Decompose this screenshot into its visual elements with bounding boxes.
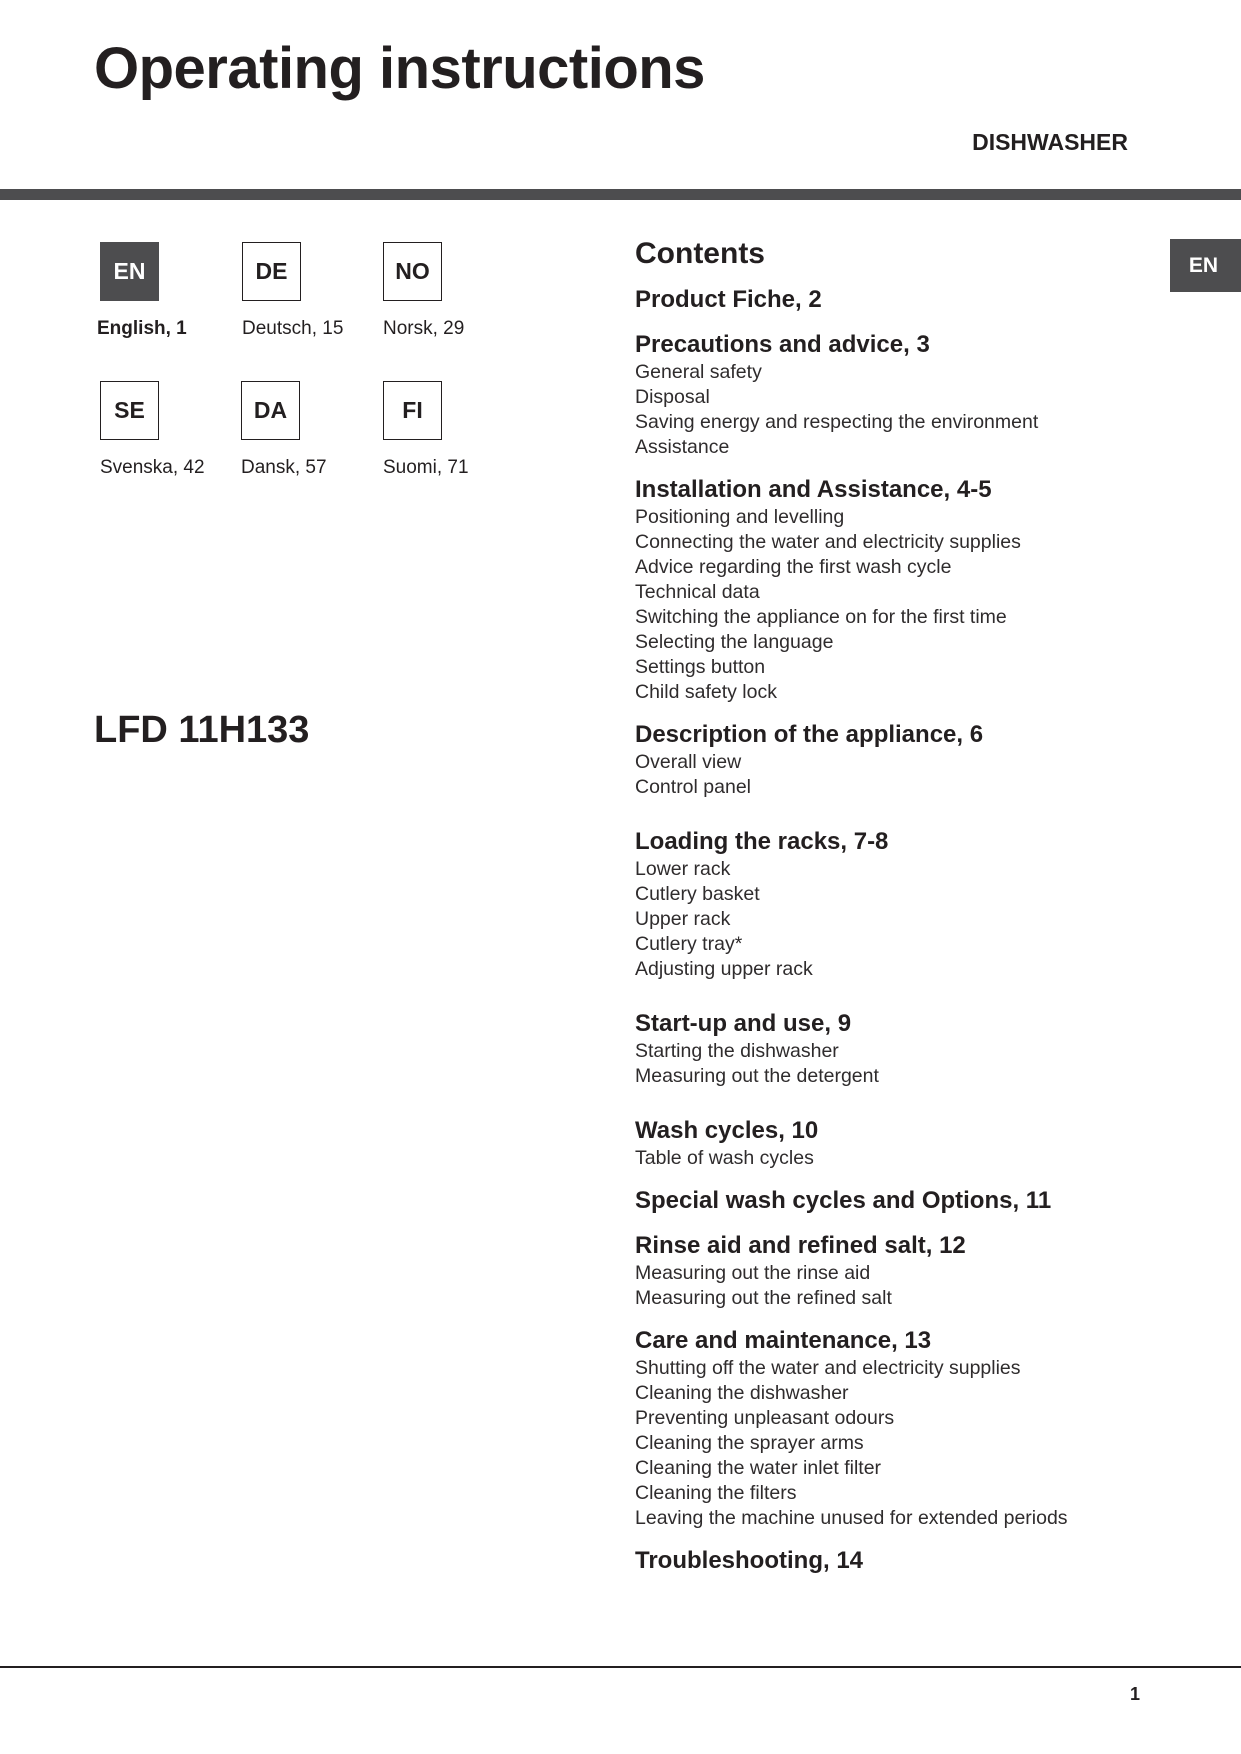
toc-sub-item[interactable]: Preventing unpleasant odours <box>635 1407 895 1429</box>
toc-section-title[interactable]: Product Fiche, 2 <box>635 286 822 313</box>
toc-sub-item[interactable]: Disposal <box>635 386 710 408</box>
language-label: Suomi, 71 <box>383 457 469 478</box>
language-code-box: FI <box>383 381 442 440</box>
language-tab: EN <box>1170 239 1241 292</box>
language-item-en[interactable] <box>97 242 250 340</box>
toc-sub-item[interactable]: Leaving the machine unused for extended periods <box>635 1507 1068 1529</box>
toc-sub-item[interactable]: Upper rack <box>635 908 731 930</box>
toc-sub-item[interactable]: Measuring out the detergent <box>635 1065 879 1087</box>
page-title: Operating instructions <box>94 36 705 101</box>
table-of-contents <box>635 236 1195 1576</box>
toc-sub-item[interactable]: Advice regarding the first wash cycle <box>635 556 952 578</box>
language-label: Deutsch, 15 <box>242 318 344 339</box>
toc-section-title[interactable]: Special wash cycles and Options, 11 <box>635 1187 1052 1214</box>
language-item-fi[interactable] <box>383 381 533 479</box>
language-code-box: EN <box>100 242 159 301</box>
language-code-box: DA <box>241 381 300 440</box>
toc-sub-item[interactable]: Table of wash cycles <box>635 1147 814 1169</box>
toc-sub-item[interactable]: Lower rack <box>635 858 731 880</box>
language-item-de[interactable] <box>242 242 392 340</box>
language-label: English, 1 <box>97 318 187 339</box>
toc-sub-item[interactable]: Measuring out the rinse aid <box>635 1262 871 1284</box>
toc-sub-item[interactable]: Cutlery tray* <box>635 933 743 955</box>
language-code-box: DE <box>242 242 301 301</box>
toc-sub-item[interactable]: Cleaning the filters <box>635 1482 797 1504</box>
toc-section-title[interactable]: Loading the racks, 7-8 <box>635 828 889 855</box>
header-divider <box>0 189 1241 200</box>
toc-sub-item[interactable]: Cleaning the sprayer arms <box>635 1432 864 1454</box>
footer-divider <box>0 1666 1241 1668</box>
language-label: Norsk, 29 <box>383 318 465 339</box>
toc-section-title[interactable]: Start-up and use, 9 <box>635 1010 852 1037</box>
toc-sub-item[interactable]: Adjusting upper rack <box>635 958 813 980</box>
toc-sub-item[interactable]: Cutlery basket <box>635 883 760 905</box>
toc-sub-item[interactable]: Positioning and levelling <box>635 506 845 528</box>
toc-sub-item[interactable]: Selecting the language <box>635 631 834 653</box>
toc-section-special-wash <box>635 1185 1195 1216</box>
page-number: 1 <box>1129 1684 1140 1704</box>
toc-sub-list <box>635 1146 1195 1171</box>
toc-sub-item[interactable]: Shutting off the water and electricity supplies <box>635 1357 1021 1379</box>
toc-sub-list <box>635 857 1195 982</box>
toc-section-care <box>635 1325 1195 1531</box>
toc-section-title[interactable]: Precautions and advice, 3 <box>635 331 930 358</box>
toc-sub-list <box>635 505 1195 705</box>
contents-heading: Contents <box>635 237 765 270</box>
toc-sub-item[interactable]: Child safety lock <box>635 681 777 703</box>
language-code-box: NO <box>383 242 442 301</box>
toc-section-description <box>635 719 1195 800</box>
toc-section-start-up <box>635 1008 1195 1089</box>
toc-sub-item[interactable]: Switching the appliance on for the first time <box>635 606 1007 628</box>
toc-section-troubleshooting <box>635 1545 1195 1576</box>
toc-sub-item[interactable]: Connecting the water and electricity supplies <box>635 531 1021 553</box>
toc-section-title[interactable]: Rinse aid and refined salt, 12 <box>635 1232 966 1259</box>
language-label: Dansk, 57 <box>241 457 327 478</box>
toc-sub-item[interactable]: Assistance <box>635 436 730 458</box>
toc-section-title[interactable]: Troubleshooting, 14 <box>635 1547 864 1574</box>
toc-section-title[interactable]: Installation and Assistance, 4-5 <box>635 476 992 503</box>
toc-section-loading-racks <box>635 826 1195 982</box>
toc-sub-item[interactable]: General safety <box>635 361 762 383</box>
language-item-se[interactable] <box>100 381 250 479</box>
toc-sub-list <box>635 360 1195 460</box>
toc-section-installation <box>635 474 1195 705</box>
toc-sub-list <box>635 1039 1195 1089</box>
toc-section-title[interactable]: Description of the appliance, 6 <box>635 721 984 748</box>
language-item-no[interactable] <box>383 242 533 340</box>
language-item-da[interactable] <box>241 381 391 479</box>
toc-section-precautions <box>635 329 1195 460</box>
toc-sub-item[interactable]: Settings button <box>635 656 766 678</box>
toc-section-wash-cycles <box>635 1115 1195 1171</box>
toc-sub-list <box>635 1356 1195 1531</box>
toc-sub-item[interactable]: Cleaning the water inlet filter <box>635 1457 882 1479</box>
language-code-box: SE <box>100 381 159 440</box>
toc-section-title[interactable]: Wash cycles, 10 <box>635 1117 819 1144</box>
toc-sub-item[interactable]: Technical data <box>635 581 760 603</box>
toc-section-title[interactable]: Care and maintenance, 13 <box>635 1327 932 1354</box>
toc-sub-item[interactable]: Cleaning the dishwasher <box>635 1382 849 1404</box>
toc-sub-item[interactable]: Control panel <box>635 776 751 798</box>
toc-sub-item[interactable]: Saving energy and respecting the environment <box>635 411 1039 433</box>
language-label: Svenska, 42 <box>100 457 205 478</box>
product-category: DISHWASHER <box>972 129 1128 155</box>
toc-sub-item[interactable]: Starting the dishwasher <box>635 1040 839 1062</box>
model-number: LFD 11H133 <box>94 709 310 751</box>
toc-section-rinse-aid <box>635 1230 1195 1311</box>
toc-section-product-fiche <box>635 284 1195 315</box>
toc-sub-item[interactable]: Overall view <box>635 751 742 773</box>
toc-sub-list <box>635 1261 1195 1311</box>
toc-sub-item[interactable]: Measuring out the refined salt <box>635 1287 892 1309</box>
toc-sub-list <box>635 750 1195 800</box>
